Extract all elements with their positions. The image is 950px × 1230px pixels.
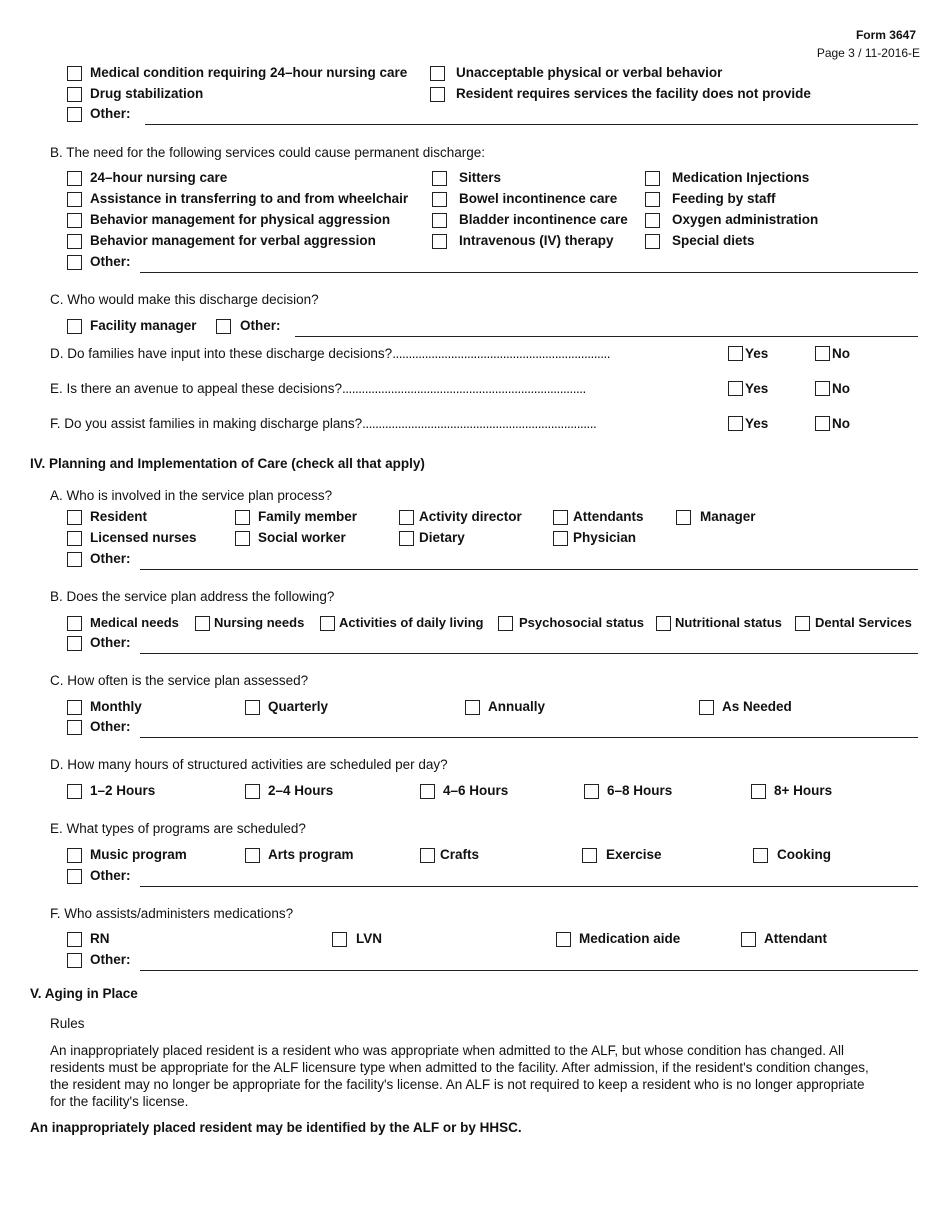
option-label: Licensed nurses <box>90 530 197 545</box>
option-label: Drug stabilization <box>90 86 204 101</box>
option-label: 8+ Hours <box>774 783 833 798</box>
option-label: 1–2 Hours <box>90 783 156 798</box>
checkbox[interactable] <box>399 531 414 546</box>
option-label: Nursing needs <box>214 615 305 630</box>
yes-label: Yes <box>745 416 769 431</box>
other-label: Other: <box>90 254 131 269</box>
checkbox[interactable] <box>553 531 568 546</box>
checkbox[interactable] <box>67 616 82 631</box>
checkbox[interactable] <box>67 510 82 525</box>
checkbox[interactable] <box>795 616 810 631</box>
checkbox[interactable] <box>432 234 447 249</box>
other-input-line[interactable] <box>140 886 918 887</box>
option-label: Bladder incontinence care <box>459 212 628 227</box>
checkbox[interactable] <box>432 171 447 186</box>
question-iv-d: D. How many hours of structured activities are scheduled per day? <box>50 757 448 772</box>
checkbox-no[interactable] <box>815 381 830 396</box>
section-iv-title: IV. Planning and Implementation of Care (check all that apply) <box>30 456 425 471</box>
checkbox-other[interactable] <box>67 869 82 884</box>
page-number: Page 3 / 11-2016-E <box>816 46 920 60</box>
checkbox[interactable] <box>432 213 447 228</box>
other-input-line[interactable] <box>140 653 918 654</box>
checkbox[interactable] <box>645 234 660 249</box>
other-input-line[interactable] <box>140 569 918 570</box>
option-label: Cooking <box>777 847 831 862</box>
checkbox-yes[interactable] <box>728 346 743 361</box>
other-label: Other: <box>90 635 131 650</box>
checkbox[interactable] <box>584 784 599 799</box>
checkbox[interactable] <box>67 531 82 546</box>
option-label: Resident requires services the facility does not provide <box>456 86 811 101</box>
option-label: Bowel incontinence care <box>459 191 618 206</box>
checkbox-drug-stabilization[interactable] <box>67 87 82 102</box>
checkbox[interactable] <box>67 171 82 186</box>
checkbox[interactable] <box>235 531 250 546</box>
no-label: No <box>832 346 850 361</box>
option-label: Medication aide <box>579 931 681 946</box>
option-label: Crafts <box>440 847 480 862</box>
question-iv-f: F. Who assists/administers medications? <box>50 906 294 921</box>
no-label: No <box>832 416 850 431</box>
option-label: Activities of daily living <box>339 615 484 630</box>
other-label: Other: <box>90 719 131 734</box>
option-label: Unacceptable physical or verbal behavior <box>456 65 723 80</box>
option-label: Attendants <box>573 509 644 524</box>
checkbox-no[interactable] <box>815 416 830 431</box>
checkbox[interactable] <box>645 213 660 228</box>
question-iv-e: E. What types of programs are scheduled? <box>50 821 306 836</box>
form-number: Form 3647 <box>855 28 916 42</box>
yes-label: Yes <box>745 346 769 361</box>
option-label: Behavior management for physical aggression <box>90 212 391 227</box>
option-label: Manager <box>700 509 756 524</box>
checkbox[interactable] <box>420 848 435 863</box>
checkbox[interactable] <box>582 848 597 863</box>
checkbox[interactable] <box>67 700 82 715</box>
checkbox[interactable] <box>245 784 260 799</box>
rules-paragraph: An inappropriately placed resident is a resident who was appropriate when admitted to the ALF, but whose condition has changed. All residents must be appropriate for the ALF licensure type when admitted to the facility. After admission, if the resident's condition changes, the resident may no longer be appropriate for the facility's license. An ALF is not required to keep a resident who is no longer appropriate for the facility's license. <box>50 1043 869 1109</box>
option-label: Facility manager <box>90 318 197 333</box>
checkbox[interactable] <box>753 848 768 863</box>
option-label: Medical condition requiring 24–hour nursing care <box>90 65 408 80</box>
option-label: Annually <box>488 699 546 714</box>
checkbox[interactable] <box>645 192 660 207</box>
option-label: Dietary <box>419 530 465 545</box>
option-label: Special diets <box>672 233 755 248</box>
option-label: Physician <box>573 530 637 545</box>
other-input-line[interactable] <box>140 970 918 971</box>
option-label: 4–6 Hours <box>443 783 509 798</box>
option-label: Sitters <box>459 170 502 185</box>
checkbox[interactable] <box>699 700 714 715</box>
option-label: Quarterly <box>268 699 329 714</box>
option-label: 6–8 Hours <box>607 783 673 798</box>
question-iv-c: C. How often is the service plan assessed? <box>50 673 309 688</box>
question-d: D. Do families have input into these discharge decisions?................................................................... <box>50 346 610 361</box>
question-f: F. Do you assist families in making discharge plans?........................................................................ <box>50 416 597 431</box>
option-label: Oxygen administration <box>672 212 819 227</box>
checkbox[interactable] <box>553 510 568 525</box>
checkbox[interactable] <box>645 171 660 186</box>
checkbox-yes[interactable] <box>728 416 743 431</box>
option-label: Intravenous (IV) therapy <box>459 233 614 248</box>
checkbox-yes[interactable] <box>728 381 743 396</box>
option-label: RN <box>90 931 110 946</box>
other-input-line[interactable] <box>140 272 918 273</box>
checkbox-facility-manager[interactable] <box>67 319 82 334</box>
checkbox[interactable] <box>195 616 210 631</box>
checkbox[interactable] <box>67 213 82 228</box>
checkbox-services-not-provided[interactable] <box>430 87 445 102</box>
option-label: Music program <box>90 847 187 862</box>
checkbox-other[interactable] <box>67 636 82 651</box>
checkbox-other[interactable] <box>67 552 82 567</box>
question-b: B. The need for the following services could cause permanent discharge: <box>50 145 485 160</box>
checkbox[interactable] <box>67 234 82 249</box>
option-label: Dental Services <box>815 615 912 630</box>
checkbox[interactable] <box>741 932 756 947</box>
other-label: Other: <box>90 952 131 967</box>
checkbox-unacceptable-behavior[interactable] <box>430 66 445 81</box>
option-label: Attendant <box>764 931 827 946</box>
checkbox[interactable] <box>465 700 480 715</box>
checkbox[interactable] <box>399 510 414 525</box>
checkbox-no[interactable] <box>815 346 830 361</box>
other-input-line[interactable] <box>295 336 918 337</box>
option-label: LVN <box>356 931 382 946</box>
checkbox-other[interactable] <box>67 255 82 270</box>
checkbox-other[interactable] <box>67 953 82 968</box>
checkbox[interactable] <box>751 784 766 799</box>
option-label: Family member <box>258 509 358 524</box>
option-label: Arts program <box>268 847 354 862</box>
other-input-line[interactable] <box>140 737 918 738</box>
option-label: Assistance in transferring to and from wheelchair <box>90 191 409 206</box>
option-label: Monthly <box>90 699 142 714</box>
checkbox[interactable] <box>420 784 435 799</box>
checkbox[interactable] <box>67 192 82 207</box>
no-label: No <box>832 381 850 396</box>
bold-note: An inappropriately placed resident may be identified by the ALF or by HHSC. <box>30 1120 522 1135</box>
checkbox[interactable] <box>332 932 347 947</box>
checkbox-medical-condition[interactable] <box>67 66 82 81</box>
checkbox[interactable] <box>245 700 260 715</box>
checkbox[interactable] <box>235 510 250 525</box>
option-label: Psychosocial status <box>519 615 644 630</box>
checkbox-other[interactable] <box>216 319 231 334</box>
option-label: As Needed <box>722 699 792 714</box>
option-label: 2–4 Hours <box>268 783 334 798</box>
option-label: Nutritional status <box>675 615 782 630</box>
option-label: Social worker <box>258 530 346 545</box>
question-iv-b: B. Does the service plan address the following? <box>50 589 335 604</box>
checkbox[interactable] <box>67 848 82 863</box>
question-e: E. Is there an avenue to appeal these decisions?........................................................................... <box>50 381 586 396</box>
option-label: Activity director <box>419 509 522 524</box>
option-label: Feeding by staff <box>672 191 776 206</box>
rules-heading: Rules <box>50 1016 85 1031</box>
option-label: Behavior management for verbal aggression <box>90 233 376 248</box>
checkbox[interactable] <box>556 932 571 947</box>
checkbox-other[interactable] <box>67 107 82 122</box>
checkbox[interactable] <box>676 510 691 525</box>
option-label: Resident <box>90 509 148 524</box>
checkbox[interactable] <box>67 932 82 947</box>
question-iv-a: A. Who is involved in the service plan process? <box>50 488 333 503</box>
option-label: Exercise <box>606 847 662 862</box>
option-label: 24–hour nursing care <box>90 170 228 185</box>
checkbox[interactable] <box>320 616 335 631</box>
checkbox[interactable] <box>245 848 260 863</box>
option-label: Medication Injections <box>672 170 810 185</box>
option-label: Medical needs <box>90 615 179 630</box>
checkbox[interactable] <box>67 784 82 799</box>
checkbox[interactable] <box>432 192 447 207</box>
checkbox[interactable] <box>656 616 671 631</box>
question-c: C. Who would make this discharge decision? <box>50 292 319 307</box>
other-label: Other: <box>90 106 131 121</box>
yes-label: Yes <box>745 381 769 396</box>
checkbox-other[interactable] <box>67 720 82 735</box>
checkbox[interactable] <box>498 616 513 631</box>
other-label: Other: <box>90 868 131 883</box>
other-label: Other: <box>240 318 281 333</box>
other-label: Other: <box>90 551 131 566</box>
other-input-line[interactable] <box>145 124 918 125</box>
section-v-title: V. Aging in Place <box>30 986 138 1001</box>
